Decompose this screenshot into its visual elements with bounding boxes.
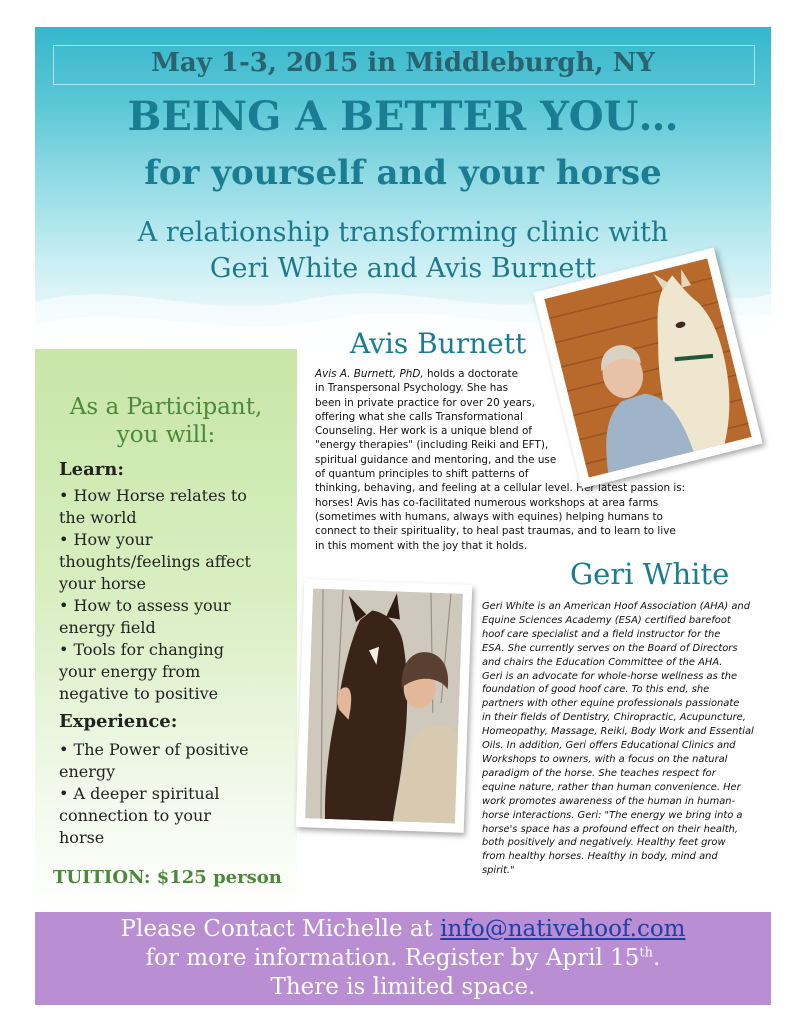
geri-bio-line: spirit." <box>482 865 515 877</box>
avis-bio-line: been in private practice for over 20 years, <box>315 396 535 409</box>
contact-footer <box>35 912 771 1005</box>
learn-item-line: • Tools for changing <box>59 640 224 659</box>
geri-bio-line: Equine Sciences Academy (ESA) certified barefoot <box>482 614 731 626</box>
geri-bio-line: paradigm of the horse. She teaches respect for <box>482 767 716 779</box>
learn-item <box>59 529 291 595</box>
geri-bio-line: and chairs the Education Committee of the AHA. <box>482 656 723 668</box>
geri-bio-line: horse interactions. Geri: "The energy we bring into a <box>482 809 743 821</box>
geri-bio-line: in their fields of Dentistry, Chiropractic, Acupuncture, <box>482 712 746 724</box>
geri-bio-line: Oils. In addition, Geri offers Educational Clinics and <box>482 740 736 752</box>
learn-item-line: your horse <box>59 574 146 593</box>
event-date-line: May 1-3, 2015 in Middleburgh, NY <box>151 48 655 78</box>
tuition-price: TUITION: $125 person <box>53 867 282 888</box>
learn-item-line: the world <box>59 508 137 527</box>
learn-item-line: thoughts/feelings affect <box>59 552 251 571</box>
footer-line1 <box>35 916 771 942</box>
geri-bio-line: Geri White is an American Hoof Association (AHA) and <box>482 601 750 612</box>
geri-bio-line: both positively and negatively. Healthy feet grow <box>482 837 726 849</box>
avis-bio-line: in Transpersonal Psychology. She has <box>315 382 509 395</box>
learn-item <box>59 639 291 705</box>
avis-bio-text: holds a doctorate <box>423 368 518 380</box>
learn-item-line: • How Horse relates to <box>59 486 247 505</box>
learn-item-line: • How to assess your <box>59 596 231 615</box>
learn-heading: Learn: <box>59 459 124 480</box>
geri-bio-line: equine nature, rather than human convenience. Her <box>482 781 741 793</box>
sidebar-heading: As a Participant, <box>69 394 263 420</box>
avis-bio-line: "energy therapies" (including Reiki and EFT), <box>315 439 549 452</box>
learn-item-line: your energy from <box>59 662 201 681</box>
avis-bio-line: Counseling. Her work is a unique blend of <box>315 425 532 438</box>
geri-bio-line: Geri is an advocate for whole-horse wellness as the <box>482 670 738 682</box>
learn-item <box>59 485 291 529</box>
avis-bio-line: spiritual guidance and mentoring, and the use <box>315 453 557 466</box>
experience-item <box>59 739 291 783</box>
footer-line3: There is limited space. <box>270 974 536 1000</box>
avis-bio-line: (sometimes with humans, always with equines) helping humans to <box>315 510 663 523</box>
avis-with-horse-image <box>544 258 752 477</box>
geri-bio-line: Workshops to owners, with a focus on the natural <box>482 753 728 765</box>
footer-line2 <box>35 945 771 971</box>
geri-with-horse-image <box>305 588 463 823</box>
footer-date-suffix: th <box>639 945 654 961</box>
avis-bio-line: horses! Avis has co-facilitated numerous workshops at area farms <box>315 496 659 509</box>
learn-item-line: energy field <box>59 618 156 637</box>
avis-bio-lead: Avis A. Burnett, PhD, <box>315 368 424 380</box>
sidebar-heading-line2: you will: <box>116 422 216 448</box>
avis-name-heading: Avis Burnett <box>350 327 527 360</box>
learn-item-line: negative to positive <box>59 684 219 703</box>
learn-item <box>59 595 291 639</box>
geri-name-heading: Geri White <box>570 557 730 591</box>
geri-bio-line: partners with other equine professionals passionate <box>482 698 740 710</box>
footer-register-text: for more information. Register by April 15 <box>145 945 640 971</box>
main-title-line2: for yourself and your horse <box>144 153 662 193</box>
subtitle-line2: Geri White and Avis Burnett <box>209 253 597 284</box>
flyer <box>35 27 771 1005</box>
footer-period: . <box>653 945 661 971</box>
experience-item-line: • A deeper spiritual <box>59 784 220 803</box>
experience-item-line: • The Power of positive <box>59 740 249 759</box>
geri-bio-line: Homeopathy, Massage, Reiki, Body Work and Essential <box>482 726 754 738</box>
participant-sidebar <box>35 349 297 909</box>
experience-item-line: energy <box>59 762 116 781</box>
experience-item <box>59 783 291 849</box>
main-title: BEING A BETTER YOU… <box>127 93 679 140</box>
avis-bio-line: thinking, behaving, and feeling at a cellular level. Her latest passion is: <box>315 482 686 495</box>
avis-bio-line: of quantum principles to shift patterns of <box>315 468 529 481</box>
experience-item-line: connection to your <box>59 806 211 825</box>
geri-photo <box>296 579 473 833</box>
geri-bio-line: horse's space has a profound effect on their health, <box>482 823 738 835</box>
geri-bio-line: hoof care specialist and a field instructor for the <box>482 628 721 640</box>
avis-bio-line: in this moment with the joy that it holds. <box>315 539 528 552</box>
geri-bio-line: foundation of good hoof care. To this end, she <box>482 684 710 696</box>
subtitle-line1: A relationship transforming clinic with <box>137 217 669 248</box>
footer-contact-text: Please Contact Michelle at <box>120 916 441 942</box>
avis-bio-line: connect to their spirituality, to heal past traumas, and to learn to live <box>315 525 676 538</box>
geri-bio-line: ESA. She currently serves on the Board of Directors <box>482 642 738 654</box>
email-link[interactable]: info@nativehoof.com <box>440 916 686 942</box>
geri-bio-line: work promotes awareness of the human in human- <box>482 795 736 807</box>
avis-bio-line: offering what she calls Transformational <box>315 410 523 423</box>
experience-item-line: horse <box>59 828 105 847</box>
geri-bio <box>482 600 771 878</box>
experience-heading: Experience: <box>59 711 178 732</box>
learn-item-line: • How your <box>59 530 153 549</box>
geri-bio-line: from healthy horses. Healthy in body, mind and <box>482 851 718 863</box>
